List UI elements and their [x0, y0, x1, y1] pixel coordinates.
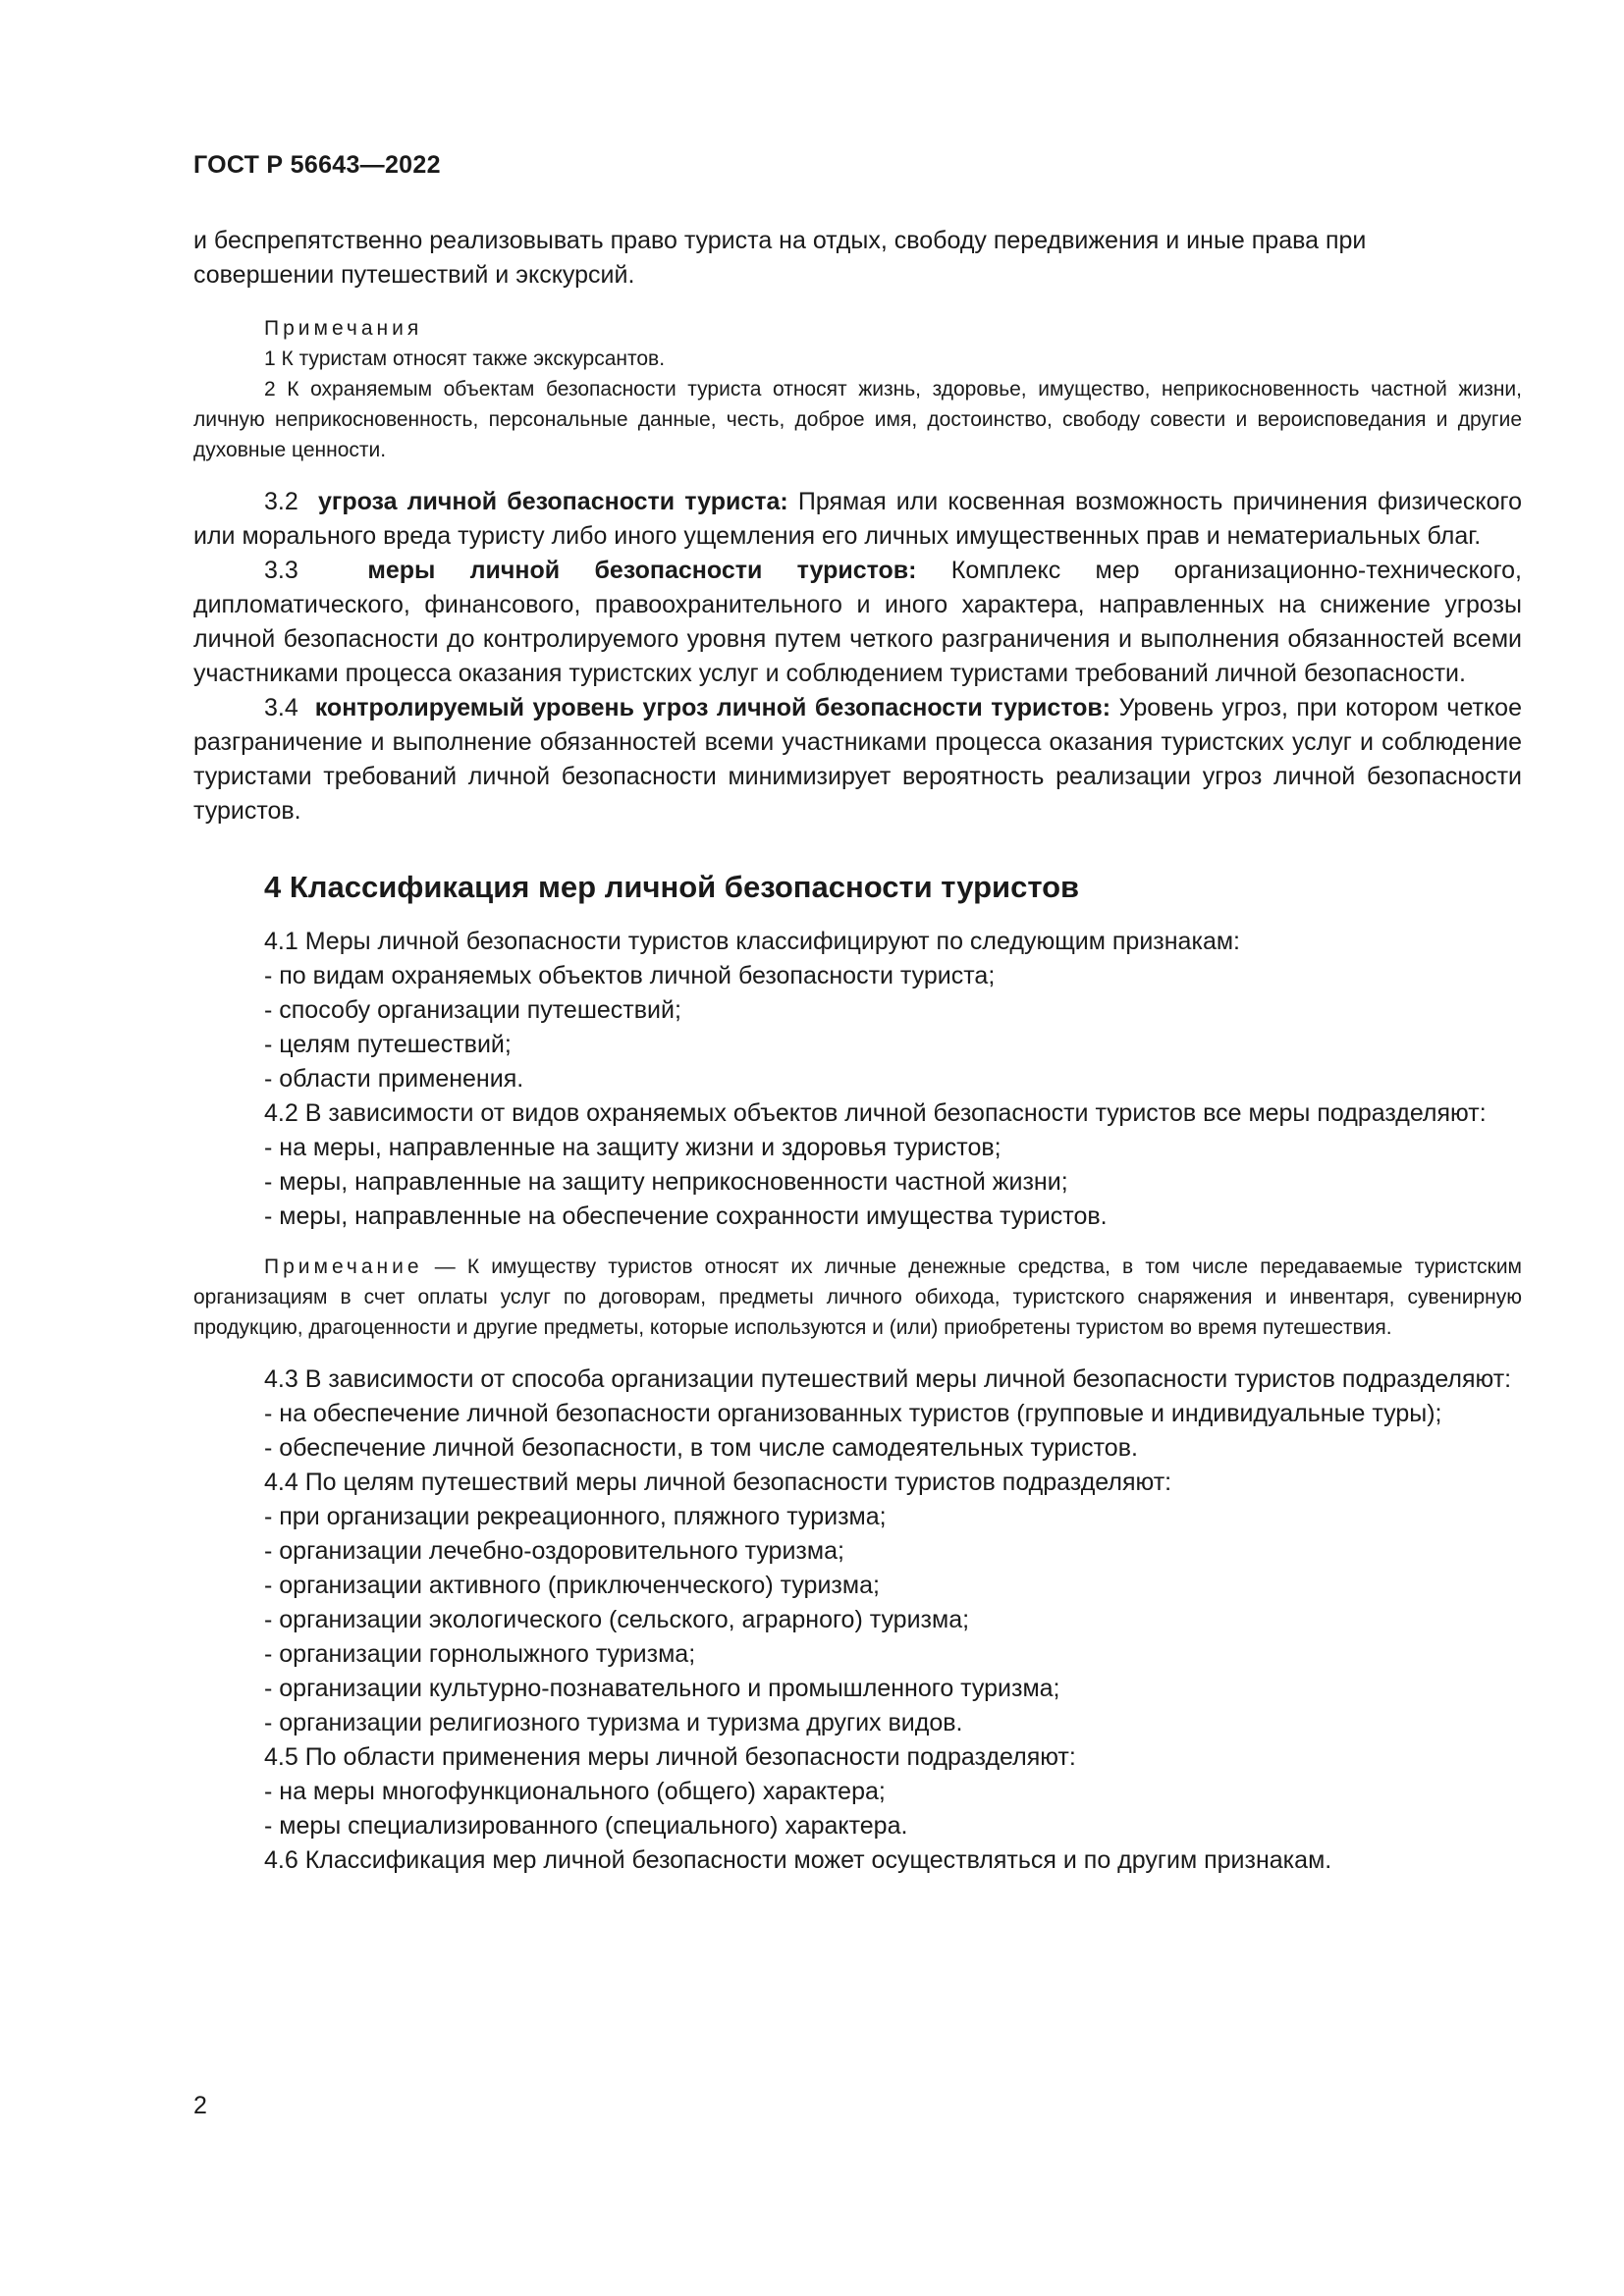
note-2: 2 К охраняемым объектам безопасности туриста относят жизнь, здоровье, имущество, неприкосновенность частной жизни, личную неприкосновенность, персональные данные, честь, доброе имя, достоинство, свободу совести и вероисповедания и другие духовные ценности. [193, 378, 1522, 461]
list-item: - организации активного (приключенческого) туризма; [264, 1572, 880, 1599]
document-code: ГОСТ Р 56643—2022 [193, 151, 441, 179]
list-item: - области применения. [264, 1065, 524, 1093]
definition-term: меры личной безопасности туристов: [367, 557, 917, 584]
definition-term: угроза личной безопасности туриста: [318, 488, 788, 515]
definition-3-3 [193, 554, 1522, 691]
definition-text: Уровень угроз, при котором четкое разграничение и выполнение обязанностей всеми участниками процесса оказания туристских услуг и соблюдение туристами требований личной безопасности минимизирует вероятность реализации угроз личной безопасности туристов. [193, 694, 1522, 825]
note-1: 1 К туристам относят также экскурсантов. [264, 347, 666, 370]
clause-4-1: 4.1 Меры личной безопасности туристов классифицируют по следующим признакам: [264, 928, 1240, 955]
list-item: - на обеспечение личной безопасности организованных туристов (групповые и индивидуальные туры); [264, 1400, 1442, 1427]
definition-3-4 [193, 691, 1522, 828]
intro-line-1: и беспрепятственно реализовывать право туриста на отдых, свободу передвижения и иные права при [193, 227, 1367, 254]
list-item: - обеспечение личной безопасности, в том числе самодеятельных туристов. [264, 1434, 1138, 1462]
list-item: - по видам охраняемых объектов личной безопасности туриста; [264, 962, 996, 989]
list-item: - организации культурно-познавательного и промышленного туризма; [264, 1675, 1060, 1702]
list-item: - целям путешествий; [264, 1031, 512, 1058]
definition-term: контролируемый уровень угроз личной безопасности туристов: [314, 694, 1111, 721]
clause-4-6: 4.6 Классификация мер личной безопасности может осуществляться и по другим признакам. [264, 1846, 1332, 1874]
list-item: - организации религиозного туризма и туризма других видов. [264, 1709, 963, 1736]
definition-number: 3.4 [264, 694, 298, 721]
list-item: - организации экологического (сельского, аграрного) туризма; [264, 1606, 970, 1633]
list-item: - меры, направленные на защиту неприкосновенности частной жизни; [264, 1168, 1068, 1196]
note-label: Примечание [264, 1255, 423, 1278]
notes-title: Примечания [264, 317, 423, 340]
definition-text: Комплекс мер организационно-технического, дипломатического, финансового, правоохранительного и иного характера, направленных на снижение угрозы личной безопасности до контролируемого уровня путем четкого разграничения и выполнения обязанностей всеми участниками процесса оказания туристских услуг и соблюдением туристами требований личной безопасности. [193, 557, 1522, 687]
list-item: - на меры многофункционального (общего) характера; [264, 1778, 886, 1805]
list-item: - на меры, направленные на защиту жизни и здоровья туристов; [264, 1134, 1001, 1161]
note-text: — К имуществу туристов относят их личные денежные средства, в том числе передаваемые туристским организациям в счет оплаты услуг по договорам, предметы личного обихода, туристского снаряжения и инвентаря, сувенирную продукцию, драгоценности и другие предметы, которые используются и (или) приобретены туристом во время путешествия. [193, 1255, 1522, 1339]
definition-number: 3.2 [264, 488, 298, 515]
page-number: 2 [193, 2092, 207, 2119]
section-4-heading: 4 Классификация мер личной безопасности туристов [264, 870, 1080, 904]
definition-3-2 [193, 485, 1522, 554]
definition-number: 3.3 [264, 557, 298, 584]
clause-4-3: 4.3 В зависимости от способа организации путешествий меры личной безопасности туристов подразделяют: [264, 1365, 1512, 1393]
list-item: - при организации рекреационного, пляжного туризма; [264, 1503, 887, 1530]
list-item: - способу организации путешествий; [264, 996, 681, 1024]
list-item: - меры специализированного (специального) характера. [264, 1812, 908, 1840]
note-property [193, 1252, 1522, 1343]
clause-4-4: 4.4 По целям путешествий меры личной безопасности туристов подразделяют: [264, 1468, 1172, 1496]
clause-4-2: 4.2 В зависимости от видов охраняемых объектов личной безопасности туристов все меры подразделяют: [264, 1099, 1487, 1127]
page-content [193, 224, 1522, 1878]
list-item: - организации лечебно-оздоровительного туризма; [264, 1537, 844, 1565]
intro-line-2: совершении путешествий и экскурсий. [193, 261, 635, 289]
list-item: - меры, направленные на обеспечение сохранности имущества туристов. [264, 1202, 1108, 1230]
list-item: - организации горнолыжного туризма; [264, 1640, 696, 1668]
clause-4-5: 4.5 По области применения меры личной безопасности подразделяют: [264, 1743, 1076, 1771]
definition-text: Прямая или косвенная возможность причинения физического или морального вреда туристу либо иного ущемления его личных имущественных прав и нематериальных благ. [193, 488, 1522, 550]
